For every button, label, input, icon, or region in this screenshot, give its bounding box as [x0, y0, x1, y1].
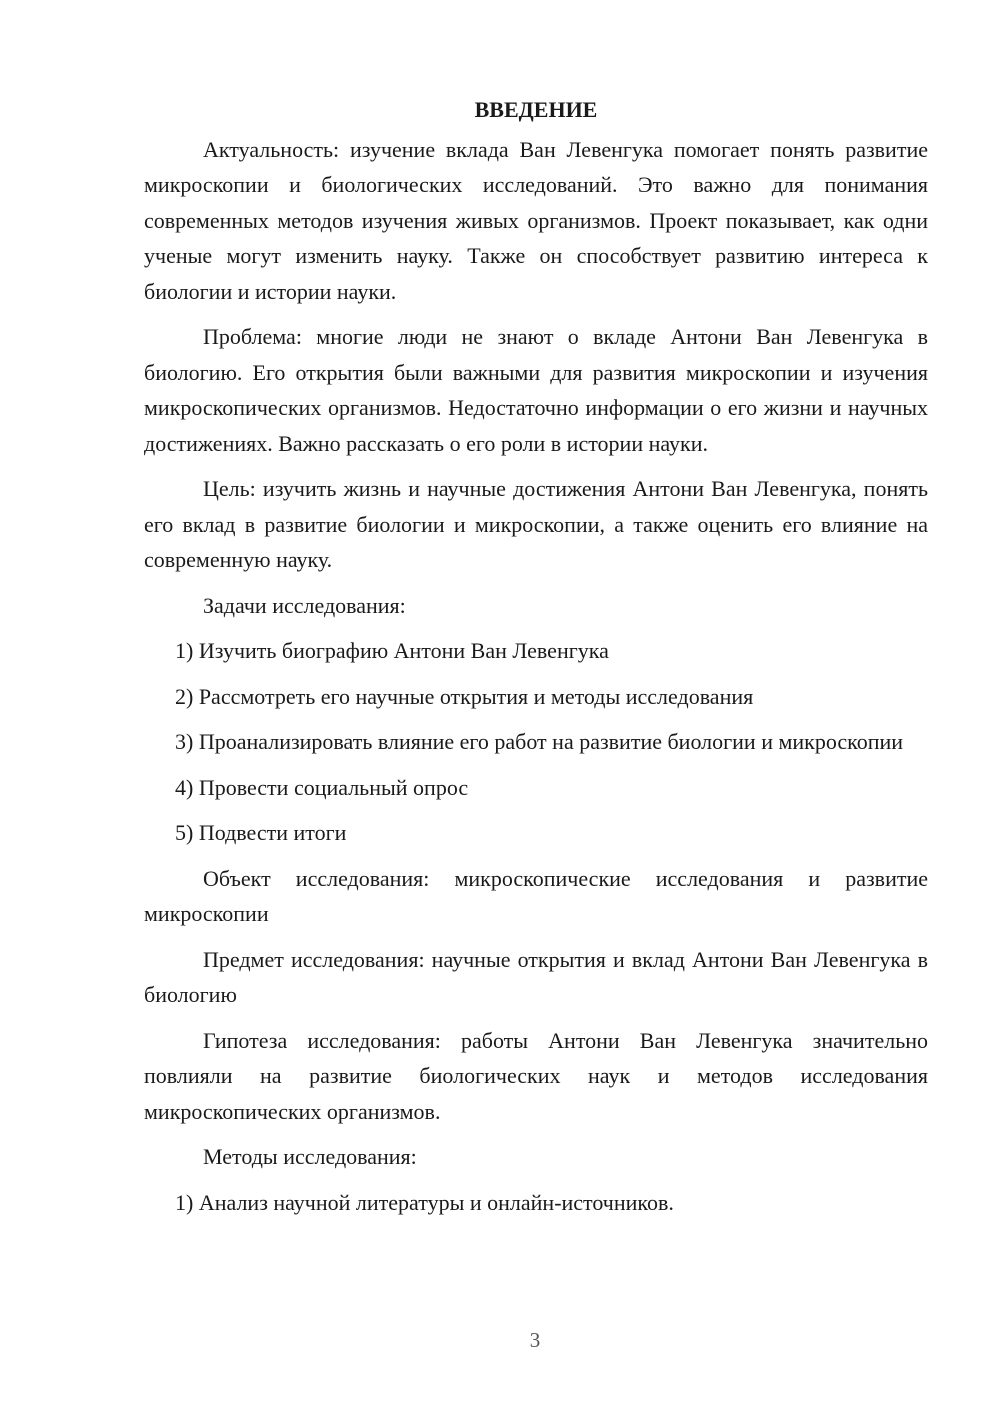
problem-paragraph: Проблема: многие люди не знают о вкладе Антони Ван Левенгука в биологию. Его открытия были важными для развития микроскопии и изучения микроскопических организмов. Недостаточно информации о его жизни и научных достижениях. Важно рассказать о его роли в истории науки.	[144, 324, 928, 456]
section-heading: ВВЕДЕНИЕ	[474, 97, 598, 122]
document-page	[144, 92, 928, 1230]
task-item: 1) Изучить биографию Антони Ван Левенгука	[175, 638, 609, 663]
methods-title: Методы исследования:	[203, 1144, 417, 1169]
subject-paragraph: Предмет исследования: научные открытия и вклад Антони Ван Левенгука в биологию	[144, 946, 928, 1007]
tasks-title: Задачи исследования:	[203, 592, 406, 618]
goal-paragraph: Цель: изучить жизнь и научные достижения Антони Ван Левенгука, понять его вклад в развитие биологии и микроскопии, а также оценить его влияние на современную науку.	[144, 476, 928, 572]
object-paragraph: Объект исследования: микроскопические исследования и развитие микроскопии	[144, 865, 928, 926]
page-number: 3	[529, 1328, 541, 1352]
task-item: 2) Рассмотреть его научные открытия и методы исследования	[175, 683, 754, 709]
method-item: 1) Анализ научной литературы и онлайн-источников.	[175, 1189, 674, 1215]
hypothesis-paragraph: Гипотеза исследования: работы Антони Ван Левенгука значительно повлияли на развитие биологических наук и методов исследования микроскопических организмов.	[144, 1027, 928, 1124]
relevance-paragraph: Актуальность: изучение вклада Ван Левенгука помогает понять развитие микроскопии и биологических исследований. Это важно для понимания современных методов изучения живых организмов. Проект показывает, как одни ученые могут изменить науку. Также он способствует развитию интереса к биологии и истории науки.	[144, 136, 928, 304]
task-item: 5) Подвести итоги	[175, 820, 347, 845]
task-item: 4) Провести социальный опрос	[175, 774, 469, 800]
task-item: 3) Проанализировать влияние его работ на развитие биологии и микроскопии	[175, 729, 904, 754]
